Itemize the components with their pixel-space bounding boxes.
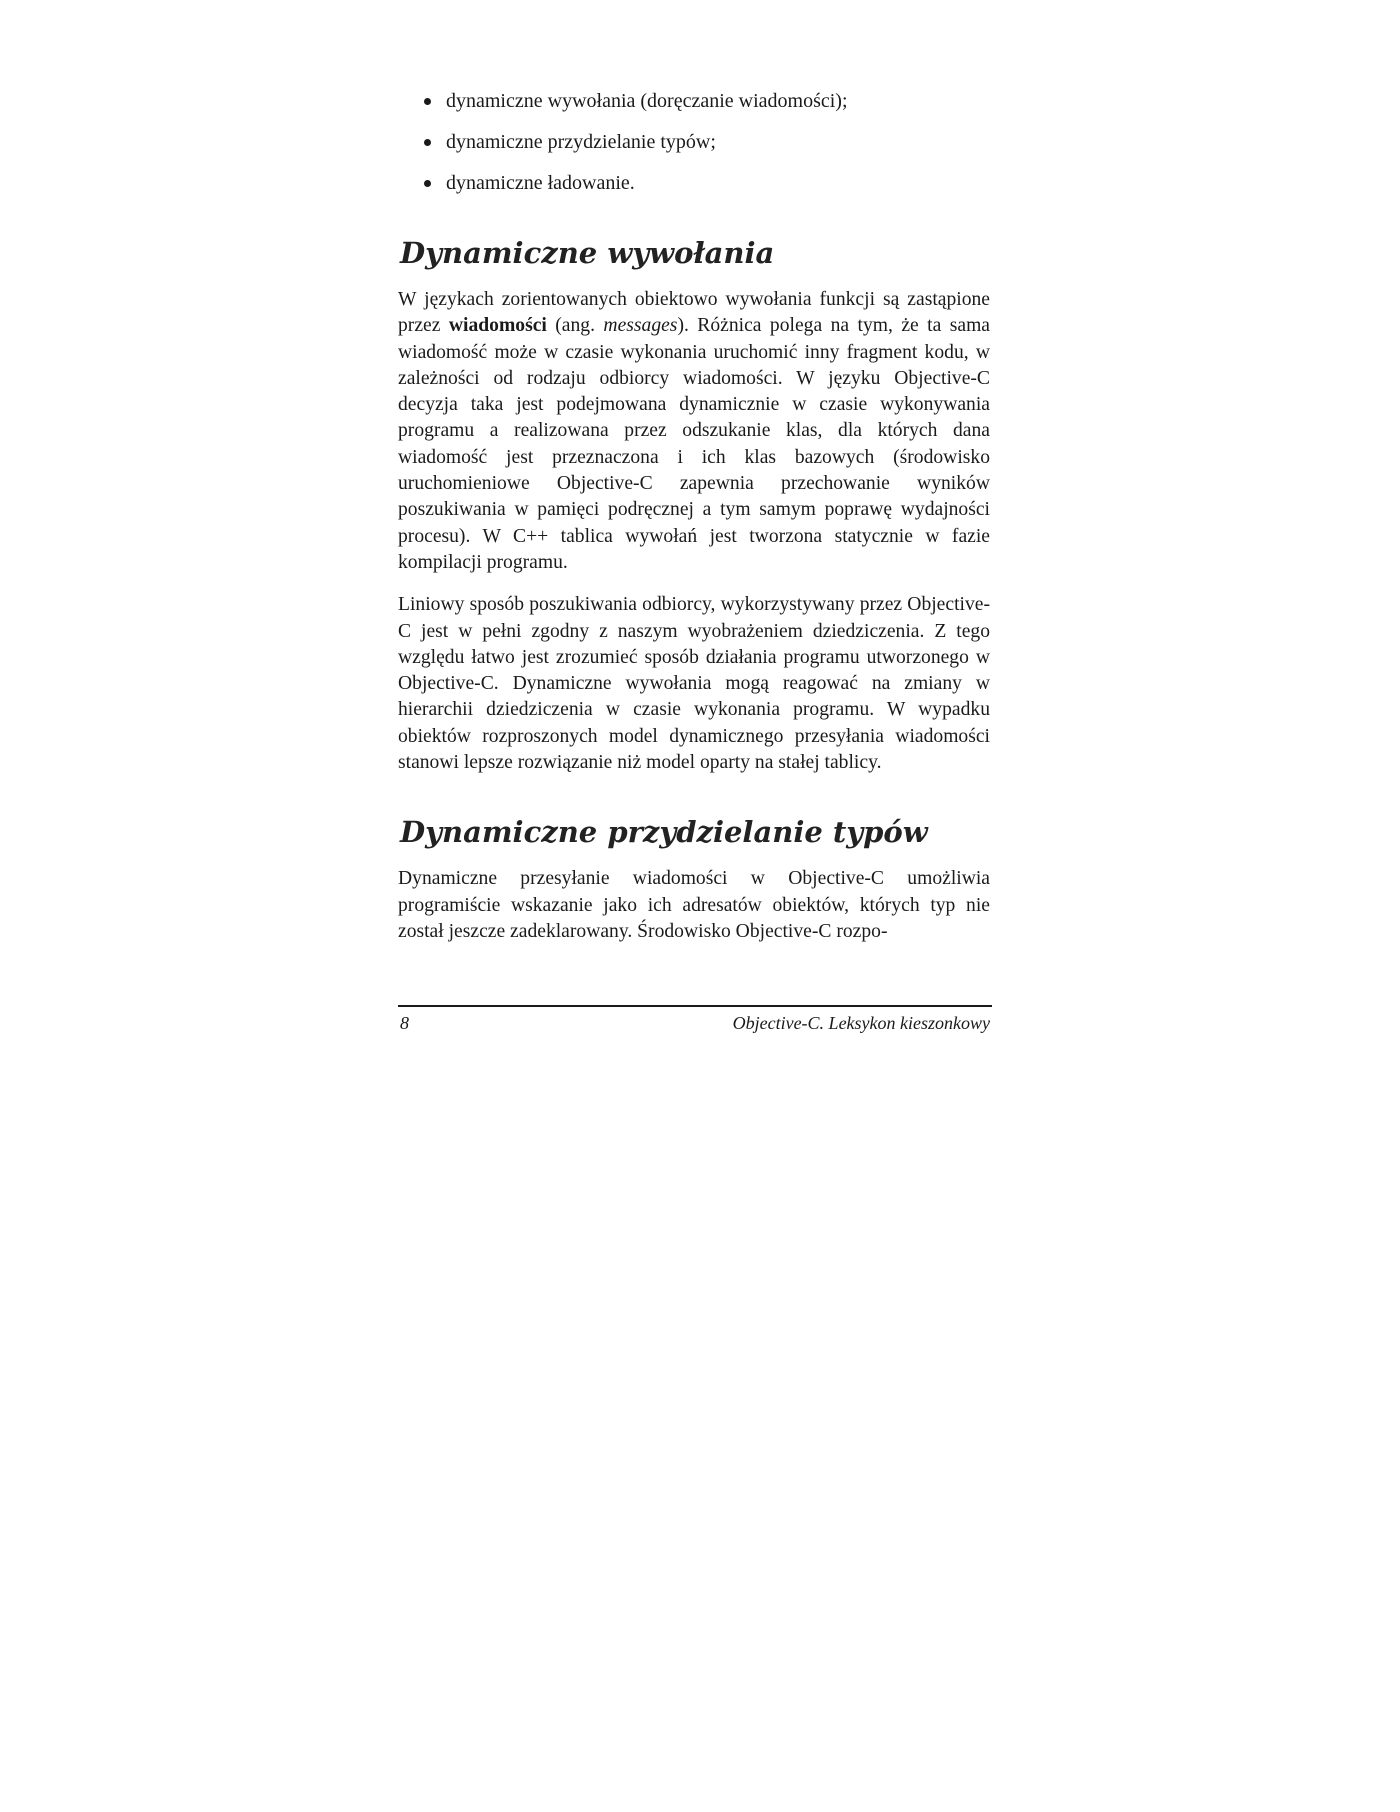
- list-item: [424, 129, 990, 156]
- paragraph-text: ). Różnica polega na tym, że ta sama wiadomość może w czasie wykonania uruchomić inny fragment kodu, w zależności od rodzaju odbiorcy wiadomości. W języku Objective-C decyzja taka jest podejmowana dynamicznie w czasie wykonywania programu a realizowana przez odszukanie klas, dla których dana wiadomość jest przeznaczona i ich klas bazowych (środowisko uruchomieniowe Objective-C zapewnia przechowanie wyników poszukiwania w pamięci podręcznej a tym samym poprawę wydajności procesu). W C++ tablica wywołań jest tworzona statycznie w fazie kompilacji programu.: [398, 315, 991, 573]
- paragraph: Liniowy sposób poszukiwania odbiorcy, wykorzystywany przez Objective-C jest w pełni zgodny z naszym wyobrażeniem dziedziczenia. Z tego względu łatwo jest zrozumieć sposób działania programu utworzonego w Objective-C. Dynamiczne wywołania mogą reagować na zmiany w hierarchii dziedziczenia w czasie wykonania programu. W wypadku obiektów rozproszonych model dynamicznego przesyłania wiadomości stanowi lepsze rozwiązanie niż model oparty na stałej tablicy.: [398, 594, 990, 774]
- paragraph: Dynamiczne przesyłanie wiadomości w Objective-C umożliwia programiście wskazanie jako ich adresatów obiektów, których typ nie został jeszcze zadeklarowany. Środowisko Objective-C rozpo-: [398, 868, 990, 942]
- list-item: [424, 88, 990, 115]
- bold-term: wiadomości: [448, 315, 547, 337]
- italic-term: messages: [603, 315, 678, 337]
- list-item-text: dynamiczne wywołania (doręczanie wiadomości);: [446, 90, 848, 112]
- bullet-icon: [424, 98, 431, 105]
- paragraph-text: W językach zorientowanych obiektowo wywołania funkcji są zastąpione przez: [398, 289, 990, 337]
- paragraph: [398, 287, 990, 576]
- list-item-text: dynamiczne przydzielanie typów;: [446, 131, 716, 153]
- paragraph-text: (ang.: [546, 315, 604, 337]
- running-footer-title: Objective-C. Leksykon kieszonkowy: [732, 1013, 990, 1033]
- bullet-icon: [424, 139, 431, 146]
- section-heading-dynamic-typing: Dynamiczne przydzielanie typów: [400, 815, 928, 850]
- list-item-text: dynamiczne ładowanie.: [446, 172, 635, 194]
- page-number: 8: [400, 1013, 409, 1033]
- section-heading-dynamic-calls: Dynamiczne wywołania: [400, 236, 775, 270]
- bullet-list: [398, 88, 990, 197]
- list-item: [424, 170, 990, 197]
- footer-divider: [398, 1005, 992, 1007]
- page-content: [398, 88, 990, 961]
- bullet-icon: [424, 180, 431, 187]
